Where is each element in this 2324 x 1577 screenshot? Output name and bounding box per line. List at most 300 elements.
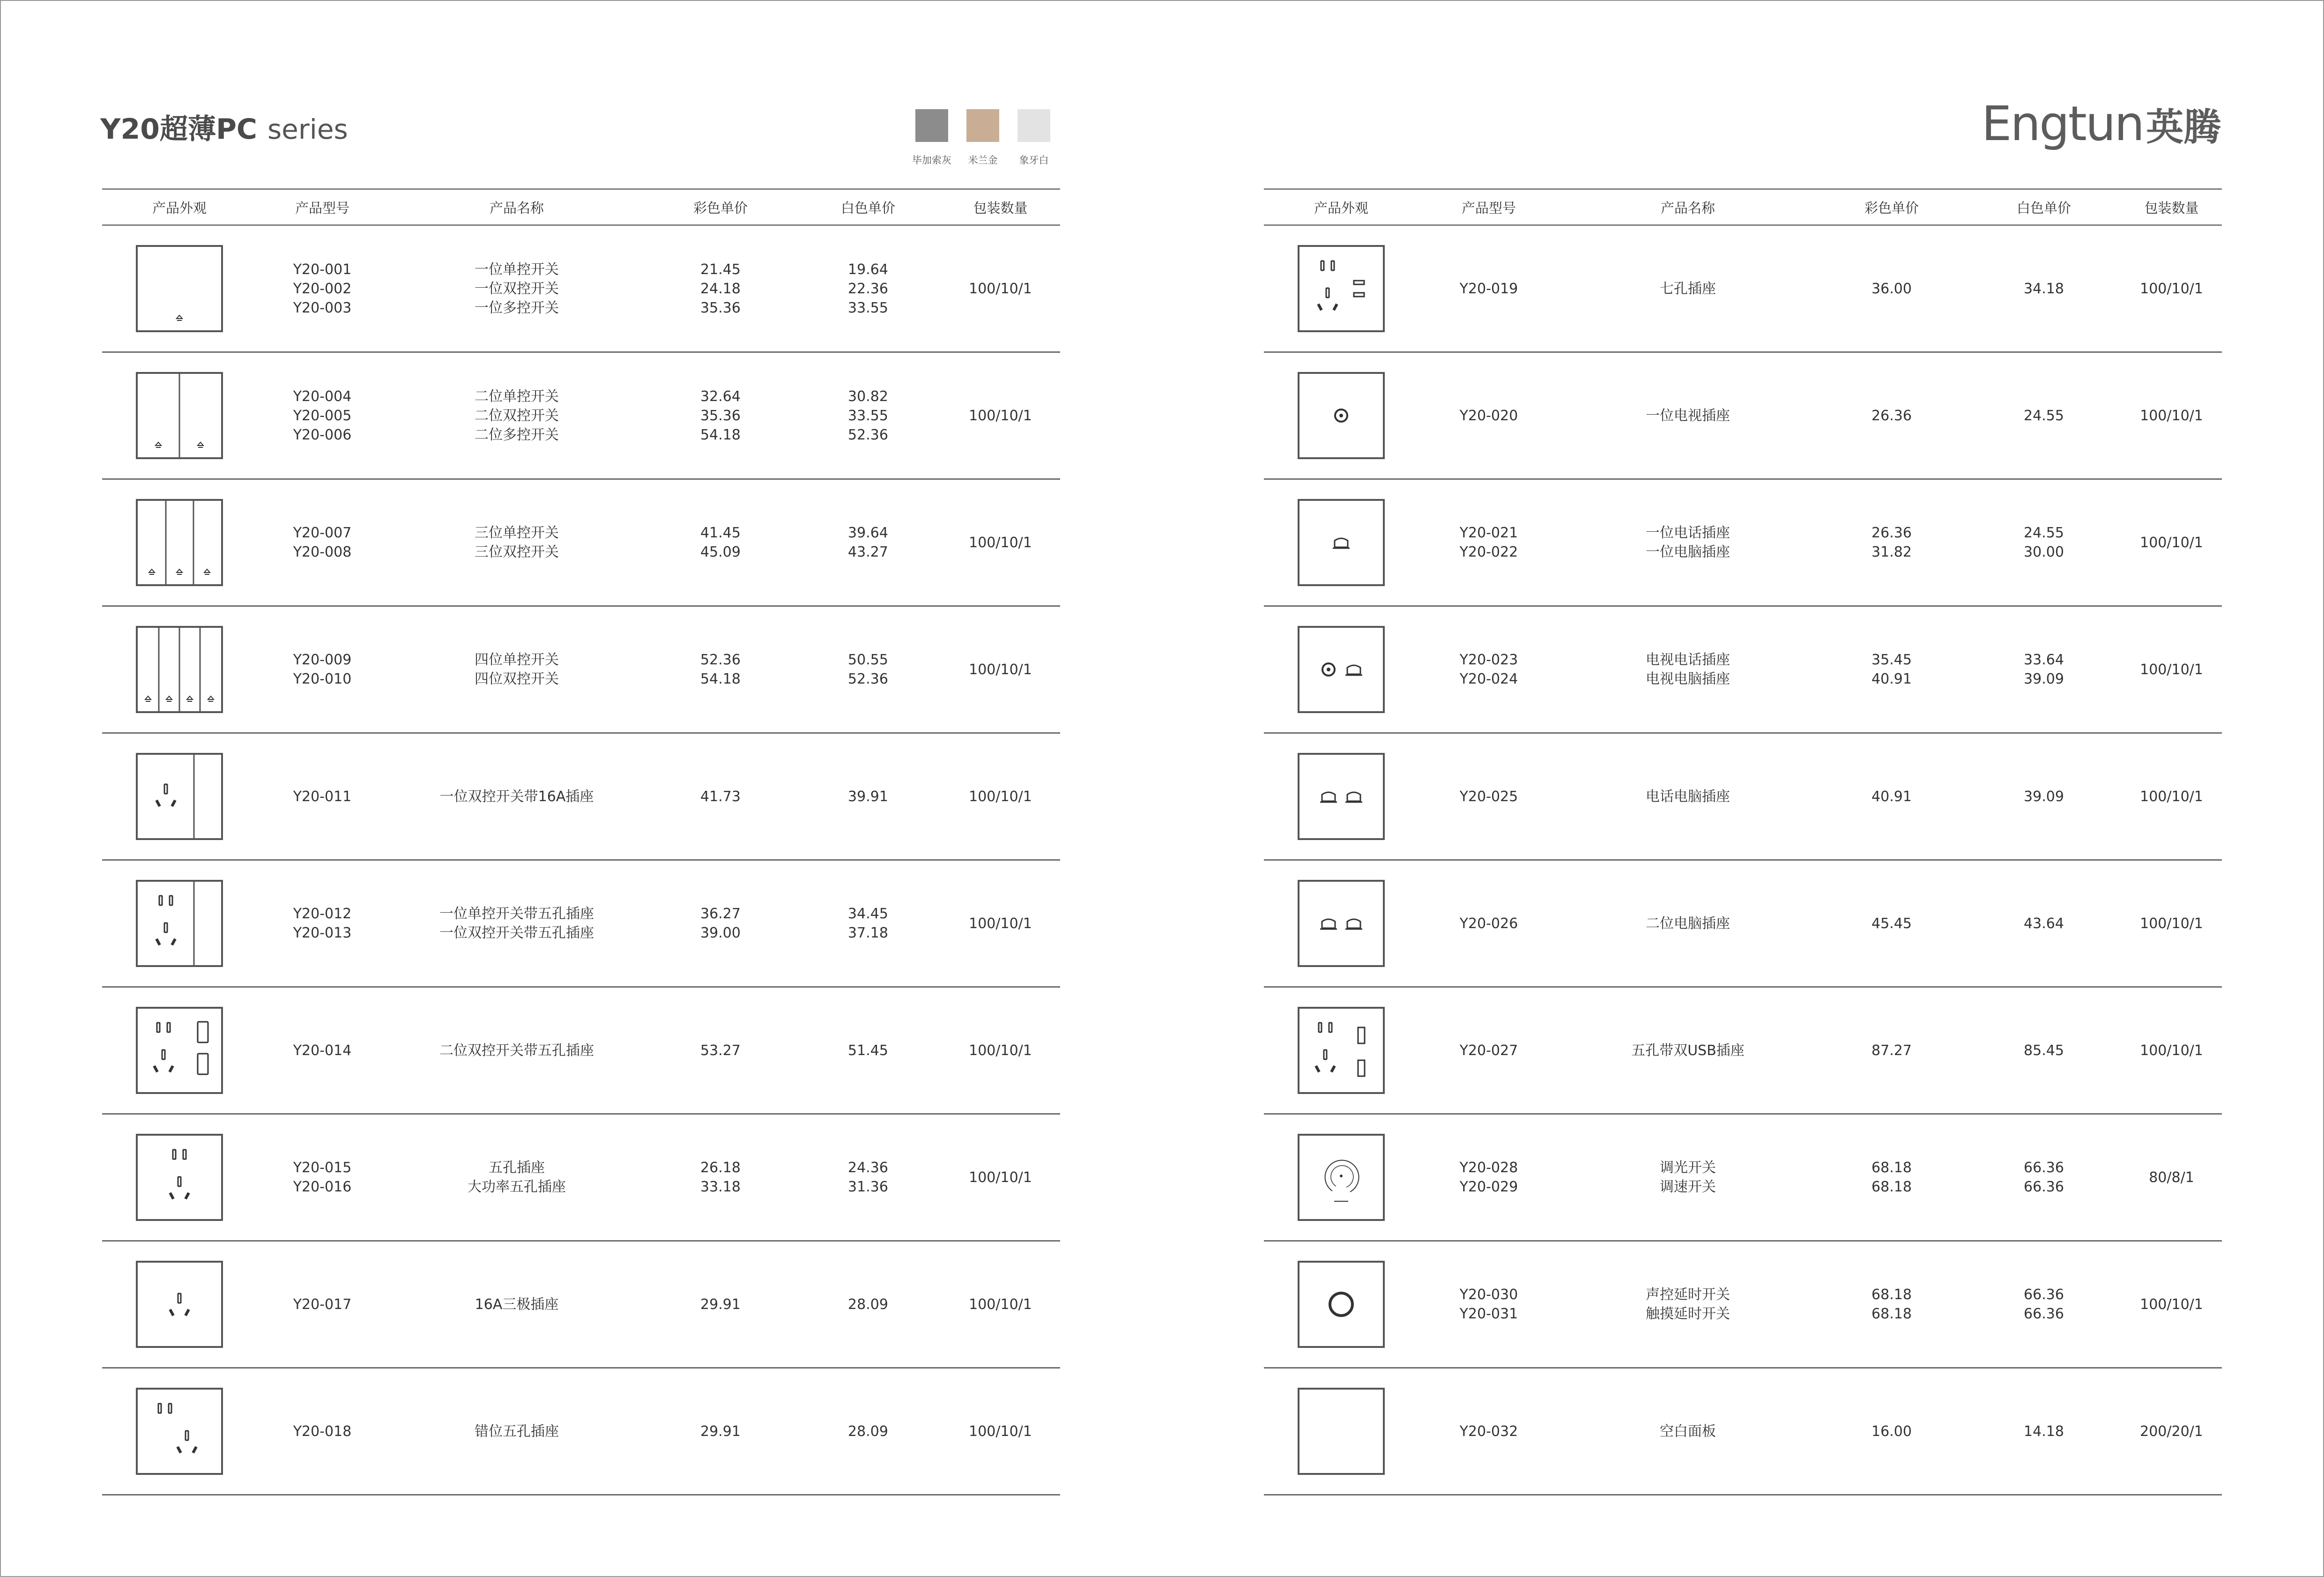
color-price: 53.27 bbox=[700, 1042, 741, 1059]
product-name: 二位双控开关带五孔插座 bbox=[439, 1042, 594, 1059]
white-price: 66.36 bbox=[2024, 1306, 2064, 1322]
name-cell bbox=[1559, 733, 1817, 860]
col-model-header: 产品型号 bbox=[257, 189, 388, 225]
pack-cell bbox=[941, 733, 1060, 860]
swatch-gray bbox=[915, 109, 948, 142]
table-row bbox=[102, 1241, 1060, 1368]
product-name: 四位单控开关 bbox=[475, 652, 559, 668]
color-price-cell bbox=[646, 1241, 795, 1368]
model-number: Y20-001 bbox=[293, 261, 352, 278]
plate-switch-16a-socket-icon bbox=[136, 753, 223, 840]
pack-cell bbox=[2121, 225, 2222, 352]
pack-cell bbox=[2121, 352, 2222, 479]
pack-cell bbox=[2121, 1114, 2222, 1241]
plate-16a-3pin-socket-icon bbox=[136, 1261, 223, 1348]
white-price: 66.36 bbox=[2024, 1179, 2064, 1195]
color-price: 45.45 bbox=[1871, 915, 1912, 932]
color-price: 39.00 bbox=[700, 925, 741, 941]
white-price: 52.36 bbox=[848, 426, 888, 443]
color-price-cell bbox=[1817, 606, 1967, 733]
table-row bbox=[102, 225, 1060, 352]
pack-quantity: 100/10/1 bbox=[969, 788, 1032, 805]
plate-tv-data-socket-icon bbox=[1298, 626, 1385, 713]
appearance-cell bbox=[1264, 479, 1418, 606]
color-price: 32.64 bbox=[700, 388, 741, 405]
table-row bbox=[1264, 1241, 2222, 1368]
color-price: 45.09 bbox=[700, 544, 741, 560]
product-name: 电视电话插座 bbox=[1646, 652, 1730, 668]
white-price: 19.64 bbox=[848, 261, 888, 278]
color-price-cell bbox=[1817, 1368, 1967, 1495]
pack-quantity: 100/10/1 bbox=[969, 280, 1032, 297]
color-price: 26.18 bbox=[700, 1160, 741, 1176]
model-number: Y20-012 bbox=[293, 906, 352, 922]
color-price: 68.18 bbox=[1871, 1287, 1912, 1303]
product-name: 七孔插座 bbox=[1660, 280, 1716, 297]
white-price-cell bbox=[795, 352, 941, 479]
color-price: 40.91 bbox=[1871, 788, 1912, 805]
color-price: 54.18 bbox=[700, 426, 741, 443]
white-price-cell bbox=[1967, 479, 2121, 606]
product-name: 电话电脑插座 bbox=[1646, 788, 1730, 805]
model-number: Y20-027 bbox=[1459, 1042, 1518, 1059]
col-white-price-header: 白色单价 bbox=[795, 189, 941, 225]
brand-logo-en: Engtun bbox=[1982, 96, 2144, 152]
swatch-label-gold: 米兰金 bbox=[968, 155, 998, 166]
plate-blank-panel-icon bbox=[1298, 1388, 1385, 1475]
col-appearance-header: 产品外观 bbox=[1264, 189, 1418, 225]
white-price: 30.00 bbox=[2024, 544, 2064, 560]
col-name-header: 产品名称 bbox=[388, 189, 646, 225]
white-price-cell bbox=[1967, 1368, 2121, 1495]
product-table-left bbox=[102, 188, 1060, 1495]
pack-cell bbox=[2121, 606, 2222, 733]
product-name: 二位单控开关 bbox=[475, 388, 559, 405]
color-price: 35.36 bbox=[700, 407, 741, 424]
pack-cell bbox=[2121, 733, 2222, 860]
model-cell bbox=[257, 987, 388, 1114]
name-cell bbox=[388, 225, 646, 352]
color-price-cell bbox=[1817, 987, 1967, 1114]
model-number: Y20-008 bbox=[293, 544, 352, 560]
pack-cell bbox=[2121, 860, 2222, 987]
swatch-gold bbox=[966, 109, 999, 142]
pack-quantity: 100/10/1 bbox=[2140, 1042, 2203, 1059]
white-price-cell bbox=[795, 987, 941, 1114]
white-price: 14.18 bbox=[2024, 1423, 2064, 1440]
col-model-header: 产品型号 bbox=[1418, 189, 1559, 225]
product-name: 一位双控开关带五孔插座 bbox=[439, 925, 594, 941]
model-number: Y20-026 bbox=[1459, 915, 1518, 932]
model-cell bbox=[1418, 1368, 1559, 1495]
white-price: 33.55 bbox=[848, 407, 888, 424]
pack-quantity: 100/10/1 bbox=[969, 915, 1032, 932]
name-cell bbox=[1559, 1241, 1817, 1368]
product-name: 错位五孔插座 bbox=[475, 1423, 559, 1440]
color-price: 33.18 bbox=[700, 1179, 741, 1195]
product-name: 二位多控开关 bbox=[475, 426, 559, 443]
series-title-text: Y20超薄PC bbox=[100, 113, 257, 146]
pack-cell bbox=[941, 479, 1060, 606]
model-number: Y20-015 bbox=[293, 1160, 352, 1176]
col-color-price-header: 彩色单价 bbox=[1817, 189, 1967, 225]
color-price: 87.27 bbox=[1871, 1042, 1912, 1059]
plate-5hole-socket-icon bbox=[136, 1134, 223, 1221]
name-cell bbox=[1559, 1114, 1817, 1241]
pack-cell bbox=[941, 1368, 1060, 1495]
model-number: Y20-030 bbox=[1459, 1287, 1518, 1303]
white-price-cell bbox=[795, 1241, 941, 1368]
white-price: 22.36 bbox=[848, 280, 888, 297]
pack-cell bbox=[941, 1241, 1060, 1368]
appearance-cell bbox=[102, 733, 257, 860]
white-price: 39.09 bbox=[2024, 788, 2064, 805]
name-cell bbox=[1559, 225, 1817, 352]
appearance-cell bbox=[102, 479, 257, 606]
plate-2-switch-5hole-socket-icon bbox=[136, 1007, 223, 1094]
model-number: Y20-023 bbox=[1459, 652, 1518, 668]
product-name: 一位单控开关 bbox=[475, 261, 559, 278]
table-row bbox=[1264, 1114, 2222, 1241]
color-price-cell bbox=[1817, 733, 1967, 860]
color-price: 29.91 bbox=[700, 1423, 741, 1440]
model-number: Y20-009 bbox=[293, 652, 352, 668]
color-price-cell bbox=[646, 1114, 795, 1241]
white-price: 24.55 bbox=[2024, 525, 2064, 541]
model-number: Y20-013 bbox=[293, 925, 352, 941]
appearance-cell bbox=[102, 1114, 257, 1241]
color-price: 40.91 bbox=[1871, 671, 1912, 687]
col-name-header: 产品名称 bbox=[1559, 189, 1817, 225]
pack-cell bbox=[941, 860, 1060, 987]
left-catalog-table bbox=[102, 188, 1060, 1495]
table-row bbox=[102, 1368, 1060, 1495]
brand-logo bbox=[1982, 96, 2221, 157]
table-row bbox=[1264, 1368, 2222, 1495]
model-cell bbox=[257, 225, 388, 352]
pack-quantity: 100/10/1 bbox=[2140, 1296, 2203, 1313]
pack-quantity: 100/10/1 bbox=[2140, 661, 2203, 678]
product-name: 大功率五孔插座 bbox=[468, 1179, 566, 1195]
table-row bbox=[102, 352, 1060, 479]
pack-quantity: 100/10/1 bbox=[969, 534, 1032, 551]
white-price: 66.36 bbox=[2024, 1160, 2064, 1176]
white-price-cell bbox=[1967, 352, 2121, 479]
name-cell bbox=[388, 479, 646, 606]
table-row bbox=[1264, 225, 2222, 352]
table-row bbox=[102, 733, 1060, 860]
table-row bbox=[102, 1114, 1060, 1241]
product-name: 一位单控开关带五孔插座 bbox=[439, 906, 594, 922]
white-price: 43.27 bbox=[848, 544, 888, 560]
pack-quantity: 100/10/1 bbox=[2140, 407, 2203, 424]
model-number: Y20-031 bbox=[1459, 1306, 1518, 1322]
pack-quantity: 100/10/1 bbox=[969, 661, 1032, 678]
model-number: Y20-007 bbox=[293, 525, 352, 541]
model-number: Y20-022 bbox=[1459, 544, 1518, 560]
appearance-cell bbox=[1264, 733, 1418, 860]
plate-2-gang-switch-icon bbox=[136, 372, 223, 459]
pack-cell bbox=[941, 225, 1060, 352]
color-price: 41.45 bbox=[700, 525, 741, 541]
plate-phone-data-socket-icon bbox=[1298, 753, 1385, 840]
pack-cell bbox=[941, 1114, 1060, 1241]
pack-cell bbox=[941, 987, 1060, 1114]
model-cell bbox=[257, 1114, 388, 1241]
model-number: Y20-018 bbox=[293, 1423, 352, 1440]
model-cell bbox=[1418, 733, 1559, 860]
color-price-cell bbox=[646, 987, 795, 1114]
product-name: 电视电脑插座 bbox=[1646, 671, 1730, 687]
model-cell bbox=[257, 479, 388, 606]
appearance-cell bbox=[102, 1241, 257, 1368]
name-cell bbox=[388, 606, 646, 733]
pack-quantity: 100/10/1 bbox=[2140, 788, 2203, 805]
appearance-cell bbox=[1264, 225, 1418, 352]
plate-1-gang-switch-icon bbox=[136, 245, 223, 332]
plate-7hole-socket-icon bbox=[1298, 245, 1385, 332]
col-pack-header: 包装数量 bbox=[941, 189, 1060, 225]
model-number: Y20-025 bbox=[1459, 788, 1518, 805]
product-name: 二位电脑插座 bbox=[1646, 915, 1730, 932]
color-price: 31.82 bbox=[1871, 544, 1912, 560]
table-row bbox=[1264, 606, 2222, 733]
model-number: Y20-020 bbox=[1459, 407, 1518, 424]
model-cell bbox=[1418, 987, 1559, 1114]
name-cell bbox=[1559, 987, 1817, 1114]
name-cell bbox=[1559, 1368, 1817, 1495]
color-price-cell bbox=[646, 860, 795, 987]
model-cell bbox=[257, 733, 388, 860]
white-price-cell bbox=[795, 479, 941, 606]
model-number: Y20-004 bbox=[293, 388, 352, 405]
appearance-cell bbox=[102, 225, 257, 352]
appearance-cell bbox=[1264, 1114, 1418, 1241]
name-cell bbox=[1559, 606, 1817, 733]
product-name: 声控延时开关 bbox=[1646, 1287, 1730, 1303]
col-pack-header: 包装数量 bbox=[2121, 189, 2222, 225]
model-number: Y20-024 bbox=[1459, 671, 1518, 687]
pack-quantity: 100/10/1 bbox=[2140, 534, 2203, 551]
pack-cell bbox=[941, 352, 1060, 479]
color-price: 21.45 bbox=[700, 261, 741, 278]
appearance-cell bbox=[1264, 1241, 1418, 1368]
color-price-cell bbox=[646, 352, 795, 479]
appearance-cell bbox=[102, 1368, 257, 1495]
appearance-cell bbox=[1264, 352, 1418, 479]
product-name: 空白面板 bbox=[1660, 1423, 1716, 1440]
plate-switch-5hole-socket-icon bbox=[136, 880, 223, 967]
white-price-cell bbox=[1967, 1114, 2121, 1241]
product-name: 三位双控开关 bbox=[475, 544, 559, 560]
pack-cell bbox=[2121, 1241, 2222, 1368]
white-price: 39.91 bbox=[848, 788, 888, 805]
color-price: 36.00 bbox=[1871, 280, 1912, 297]
color-price: 36.27 bbox=[700, 906, 741, 922]
white-price-cell bbox=[795, 606, 941, 733]
table-header-row bbox=[102, 189, 1060, 225]
table-row bbox=[102, 479, 1060, 606]
color-price-cell bbox=[646, 733, 795, 860]
white-price-cell bbox=[1967, 987, 2121, 1114]
series-word: series bbox=[267, 113, 348, 145]
col-white-price-header: 白色单价 bbox=[1967, 189, 2121, 225]
name-cell bbox=[1559, 352, 1817, 479]
model-number: Y20-014 bbox=[293, 1042, 352, 1059]
name-cell bbox=[388, 733, 646, 860]
white-price-cell bbox=[795, 860, 941, 987]
white-price: 39.09 bbox=[2024, 671, 2064, 687]
white-price: 34.18 bbox=[2024, 280, 2064, 297]
color-price-cell bbox=[1817, 479, 1967, 606]
model-number: Y20-003 bbox=[293, 299, 352, 316]
product-name: 调光开关 bbox=[1660, 1160, 1716, 1176]
name-cell bbox=[388, 1114, 646, 1241]
pack-quantity: 100/10/1 bbox=[969, 1169, 1032, 1186]
color-price-cell bbox=[646, 479, 795, 606]
white-price: 39.64 bbox=[848, 525, 888, 541]
name-cell bbox=[388, 987, 646, 1114]
appearance-cell bbox=[1264, 987, 1418, 1114]
appearance-cell bbox=[1264, 1368, 1418, 1495]
name-cell bbox=[1559, 860, 1817, 987]
model-number: Y20-002 bbox=[293, 280, 352, 297]
swatch-label-ivory: 象牙白 bbox=[1019, 155, 1049, 166]
model-number: Y20-005 bbox=[293, 407, 352, 424]
color-price: 35.45 bbox=[1871, 652, 1912, 668]
pack-quantity: 200/20/1 bbox=[2140, 1423, 2203, 1440]
product-name: 三位单控开关 bbox=[475, 525, 559, 541]
product-name: 触摸延时开关 bbox=[1646, 1306, 1730, 1322]
appearance-cell bbox=[102, 860, 257, 987]
pack-quantity: 100/10/1 bbox=[969, 1296, 1032, 1313]
pack-quantity: 100/10/1 bbox=[969, 407, 1032, 424]
white-price: 30.82 bbox=[848, 388, 888, 405]
pack-quantity: 100/10/1 bbox=[2140, 280, 2203, 297]
model-cell bbox=[1418, 225, 1559, 352]
white-price-cell bbox=[795, 225, 941, 352]
color-price: 29.91 bbox=[700, 1296, 741, 1313]
product-name: 一位电视插座 bbox=[1646, 407, 1730, 424]
color-price: 35.36 bbox=[700, 299, 741, 316]
white-price: 66.36 bbox=[2024, 1287, 2064, 1303]
color-price-cell bbox=[646, 606, 795, 733]
table-row bbox=[1264, 987, 2222, 1114]
white-price: 50.55 bbox=[848, 652, 888, 668]
right-catalog-table bbox=[1264, 188, 2222, 1495]
brand-logo-cn: 英腾 bbox=[2146, 105, 2221, 149]
white-price: 33.64 bbox=[2024, 652, 2064, 668]
white-price-cell bbox=[795, 733, 941, 860]
white-price-cell bbox=[1967, 606, 2121, 733]
table-row bbox=[1264, 479, 2222, 606]
pack-quantity: 100/10/1 bbox=[969, 1423, 1032, 1440]
product-name: 一位双控开关带16A插座 bbox=[439, 788, 594, 805]
white-price: 37.18 bbox=[848, 925, 888, 941]
col-appearance-header: 产品外观 bbox=[102, 189, 257, 225]
swatch-label-gray: 毕加索灰 bbox=[912, 155, 951, 166]
model-number: Y20-032 bbox=[1459, 1423, 1518, 1440]
pack-quantity: 100/10/1 bbox=[2140, 915, 2203, 932]
product-name: 二位双控开关 bbox=[475, 407, 559, 424]
model-number: Y20-019 bbox=[1459, 280, 1518, 297]
white-price: 85.45 bbox=[2024, 1042, 2064, 1059]
color-price-cell bbox=[1817, 352, 1967, 479]
pack-cell bbox=[2121, 479, 2222, 606]
series-title bbox=[100, 107, 348, 147]
product-name: 一位电话插座 bbox=[1646, 525, 1730, 541]
model-cell bbox=[1418, 860, 1559, 987]
white-price: 33.55 bbox=[848, 299, 888, 316]
plate-3-gang-switch-icon bbox=[136, 499, 223, 586]
plate-phone-socket-icon bbox=[1298, 499, 1385, 586]
plate-4-gang-switch-icon bbox=[136, 626, 223, 713]
name-cell bbox=[388, 860, 646, 987]
table-row bbox=[1264, 733, 2222, 860]
white-price-cell bbox=[1967, 225, 2121, 352]
white-price: 28.09 bbox=[848, 1296, 888, 1313]
model-cell bbox=[1418, 606, 1559, 733]
plate-tv-socket-icon bbox=[1298, 372, 1385, 459]
pack-quantity: 100/10/1 bbox=[969, 1042, 1032, 1059]
model-cell bbox=[1418, 1241, 1559, 1368]
model-cell bbox=[257, 606, 388, 733]
name-cell bbox=[388, 1368, 646, 1495]
product-table-right bbox=[1264, 188, 2222, 1495]
model-cell bbox=[1418, 352, 1559, 479]
product-name: 一位多控开关 bbox=[475, 299, 559, 316]
model-cell bbox=[257, 860, 388, 987]
pack-quantity: 80/8/1 bbox=[2149, 1169, 2194, 1186]
pack-cell bbox=[941, 606, 1060, 733]
color-price-cell bbox=[1817, 1114, 1967, 1241]
product-name: 一位电脑插座 bbox=[1646, 544, 1730, 560]
white-price: 28.09 bbox=[848, 1423, 888, 1440]
color-price: 68.18 bbox=[1871, 1160, 1912, 1176]
model-number: Y20-011 bbox=[293, 788, 352, 805]
color-price: 52.36 bbox=[700, 652, 741, 668]
white-price-cell bbox=[1967, 860, 2121, 987]
model-cell bbox=[1418, 1114, 1559, 1241]
model-cell bbox=[257, 1241, 388, 1368]
plate-dimmer-switch-icon bbox=[1298, 1134, 1385, 1221]
model-number: Y20-029 bbox=[1459, 1179, 1518, 1195]
name-cell bbox=[388, 352, 646, 479]
white-price-cell bbox=[795, 1114, 941, 1241]
pack-cell bbox=[2121, 1368, 2222, 1495]
model-number: Y20-010 bbox=[293, 671, 352, 687]
model-cell bbox=[257, 1368, 388, 1495]
table-header-row bbox=[1264, 189, 2222, 225]
swatch-ivory bbox=[1017, 109, 1050, 142]
white-price: 24.36 bbox=[848, 1160, 888, 1176]
color-price-cell bbox=[1817, 860, 1967, 987]
table-row bbox=[102, 606, 1060, 733]
white-price: 34.45 bbox=[848, 906, 888, 922]
color-price: 26.36 bbox=[1871, 525, 1912, 541]
white-price: 24.55 bbox=[2024, 407, 2064, 424]
color-price: 16.00 bbox=[1871, 1423, 1912, 1440]
white-price-cell bbox=[795, 1368, 941, 1495]
pack-cell bbox=[2121, 987, 2222, 1114]
white-price-cell bbox=[1967, 733, 2121, 860]
color-price-cell bbox=[646, 1368, 795, 1495]
plate-delay-switch-icon bbox=[1298, 1261, 1385, 1348]
color-price: 68.18 bbox=[1871, 1306, 1912, 1322]
product-name: 一位双控开关 bbox=[475, 280, 559, 297]
name-cell bbox=[388, 1241, 646, 1368]
product-name: 四位双控开关 bbox=[475, 671, 559, 687]
